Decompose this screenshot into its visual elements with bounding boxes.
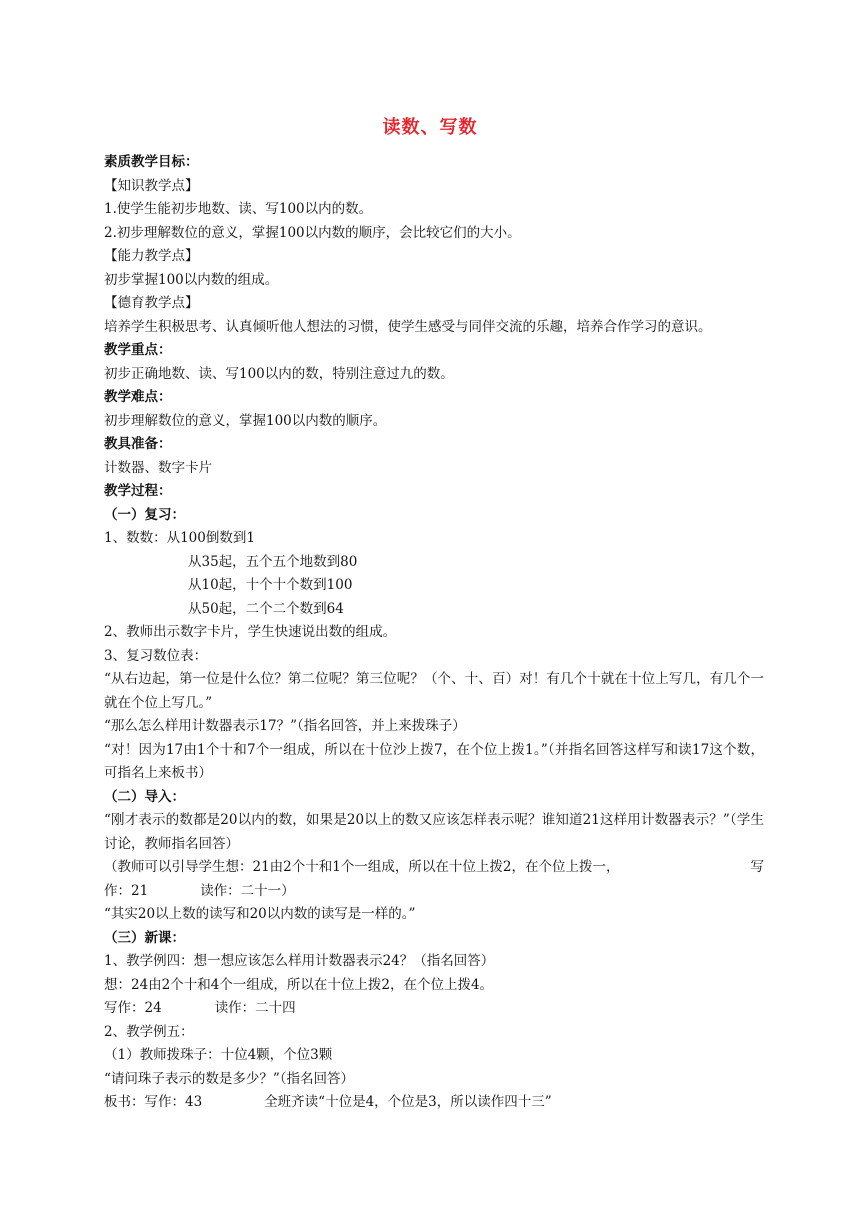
example-5-quote: “请问珠子表示的数是多少？”（指名回答）	[104, 1070, 355, 1087]
review-count-step: 从10起，十个十个数到100	[188, 577, 353, 593]
example-5-step-1: （1）教师拨珠子：十位4颗，个位3颗	[104, 1047, 333, 1063]
knowledge-heading: 【知识教学点】	[104, 177, 199, 194]
review-count-first: 1、数数：从100倒数到1	[104, 530, 255, 546]
intro-quote-2: “其实20以上数的读写和20以内数的读写是一样的。”	[104, 906, 416, 922]
example-5: 2、教学例五：	[104, 1023, 194, 1040]
review-heading: （一）复习：	[104, 506, 185, 523]
intro-read: 读作：二十一）	[200, 882, 295, 899]
goals-heading: 素质教学目标：	[104, 154, 199, 170]
example-4: 1、教学例四：想一想应该怎么样用计数器表示24？（指名回答）	[104, 953, 495, 969]
intro-quote-1: “刚才表示的数都是20以内的数，如果是20以上的数又应该怎样表示呢？谁知道21这样用计数器表示？”（学生讨论，教师指名回答）	[104, 812, 764, 852]
review-item-3: 3、复习数位表：	[104, 647, 208, 664]
new-lesson-heading: （三）新课：	[104, 929, 185, 946]
tools-heading: 教具准备：	[104, 436, 172, 452]
review-item-2: 2、教师出示数字卡片，学生快速说出数的组成。	[104, 624, 397, 640]
page-title: 读数、写数	[382, 117, 478, 138]
knowledge-item-2: 2.初步理解数位的意义，掌握100以内数的顺序，会比较它们的大小。	[104, 224, 521, 241]
moral-text: 培养学生积极思考、认真倾听他人想法的习惯，使学生感受与同伴交流的乐趣，培养合作学习的意识。	[104, 318, 712, 335]
example-4-think: 想：24由2个十和4个一组成，所以在十位上拨2，在个位上拨4。	[104, 976, 494, 993]
intro-guide-text: （教师可以引导学生想：21由2个十和1个一组成，所以在十位上拨2，在个位上拨一，	[104, 859, 620, 875]
ability-heading: 【能力教学点】	[104, 248, 199, 264]
example-4-write: 写作：24	[104, 1000, 162, 1016]
moral-heading: 【德育教学点】	[104, 295, 199, 311]
intro-guide-end: 写	[750, 859, 764, 875]
intro-heading: （二）导入：	[104, 788, 185, 805]
example-4-write-read	[104, 997, 764, 1021]
process-heading: 教学过程：	[104, 483, 172, 499]
review-quote-3: “对！因为17由1个十和7个一组成，所以在十位沙上拨7，在个位上拨1。”（并指名回答这样写和读17这个数，可指名上来板书）	[104, 741, 764, 781]
key-point-heading: 教学重点：	[104, 342, 172, 358]
review-quote-1: “从右边起，第一位是什么位？第二位呢？第三位呢？（个、十、百）对！有几个十就在十位上写几，有几个一就在个位上写几。”	[104, 671, 764, 711]
intro-guide-line	[104, 856, 764, 880]
board-line	[104, 1091, 764, 1115]
difficulty-heading: 教学难点：	[104, 389, 172, 405]
review-quote-2: “那么怎么样用计数器表示17？”（指名回答，并上来拨珠子）	[104, 718, 466, 734]
review-count-step: 从35起，五个五个地数到80	[188, 553, 358, 570]
intro-write-read	[104, 880, 764, 904]
example-4-read: 读作：二十四	[214, 1000, 296, 1016]
lesson-content	[104, 151, 764, 1115]
difficulty-text: 初步理解数位的意义，掌握100以内数的顺序。	[104, 412, 387, 429]
board-read: 全班齐读“十位是4，个位是3，所以读作四十三”	[264, 1094, 552, 1110]
knowledge-item-1: 1.使学生能初步地数、读、写100以内的数。	[104, 201, 373, 217]
intro-write: 作：21	[104, 882, 149, 899]
board-write: 板书：写作：43	[104, 1094, 203, 1110]
key-point-text: 初步正确地数、读、写100以内的数，特别注意过九的数。	[104, 365, 454, 382]
review-count-step: 从50起，二个二个数到64	[188, 600, 344, 617]
tools-text: 计数器、数字卡片	[104, 459, 212, 476]
ability-text: 初步掌握100以内数的组成。	[104, 271, 279, 288]
